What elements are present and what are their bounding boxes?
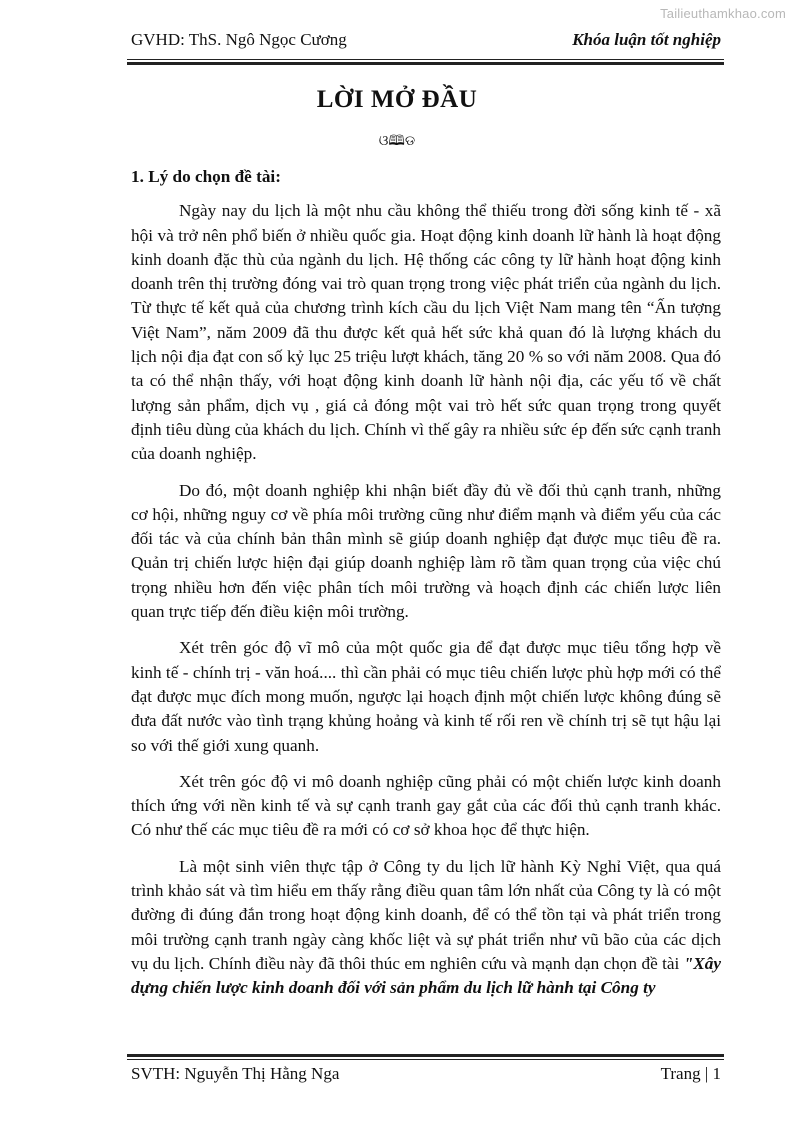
paragraph-last	[131, 855, 721, 1001]
watermark: Tailieuthamkhao.com	[660, 6, 786, 21]
header-advisor: GVHD: ThS. Ngô Ngọc Cương	[131, 30, 347, 49]
paragraph: Do đó, một doanh nghiệp khi nhận biết đầy đủ về đối thủ cạnh tranh, những cơ hội, những nguy cơ về phía môi trường cũng như điểm mạnh và điểm yếu của các đối tác và của chính bản thân mình sẽ giúp doanh nghiệp đạt được mục tiêu đề ra. Quản trị chiến lược hiện đại giúp doanh nghiệp làm rõ tầm quan trọng của việc chú trọng nhiều hơn đến việc phân tích môi trường và hoạch định các chiến lược liên quan trực tiếp đến điều kiện môi trường.	[131, 480, 721, 622]
main-content	[131, 165, 721, 1013]
footer-rule-thick	[127, 1054, 724, 1057]
paragraph: Xét trên góc độ vi mô doanh nghiệp cũng phải có một chiến lược kinh doanh thích ứng với nền kinh tế và sự cạnh tranh gay gắt của các đối thủ cạnh tranh khác. Có như thế các mục tiêu đề ra mới có cơ sở khoa học để thực hiện.	[131, 771, 721, 840]
page-footer	[131, 1064, 721, 1086]
page-header	[131, 30, 721, 52]
header-doc-type: Khóa luận tốt nghiệp	[572, 30, 721, 49]
section-heading: 1. Lý do chọn đề tài:	[131, 167, 281, 186]
thesis-title: "Xây dựng chiến lược kinh doanh đối với sản phẩm du lịch lữ hành tại Công ty	[131, 953, 721, 998]
book-ornament-icon: ଓ🕮ଡ	[378, 134, 416, 149]
page-title: LỜI MỞ ĐẦU	[316, 86, 478, 113]
footer-rule-thin	[127, 1059, 724, 1060]
page-number: Trang | 1	[660, 1064, 721, 1083]
paragraph: Ngày nay du lịch là một nhu cầu không thể thiếu trong đời sống kinh tế - xã hội và trở nên phổ biến ở nhiều quốc gia. Hoạt động kinh doanh lữ hành là hoạt động kinh doanh đặc thù của ngành du lịch. Hệ thống các công ty lữ hành hoạt động kinh doanh trên thị trường đóng vai trò quan trọng trong việc phát triển của ngành du lịch. Từ thực tế kết quả của chương trình kích cầu du lịch Việt Nam mang tên “Ấn tượng Việt Nam”, năm 2009 đã thu được kết quả hết sức khả quan đó là lượng khách du lịch nội địa đạt con số kỷ lục 25 triệu lượt khách, tăng 20 % so với năm 2008. Qua đó ta có thể nhận thấy, với hoạt động kinh doanh lữ hành nội địa, các yếu tố về chất lượng sản phẩm, dịch vụ , giá cả đóng một vai trò hết sức quan trọng trong quyết định tiêu dùng của khách du lịch. Chính vì thế gây ra nhiều sức ép đến sức cạnh tranh của doanh nghiệp.	[131, 201, 721, 464]
header-rule-thick	[127, 62, 724, 65]
header-rule-thin	[127, 59, 724, 60]
paragraph: Xét trên góc độ vĩ mô của một quốc gia để đạt được mục tiêu tổng hợp về kinh tế - chính trị - văn hoá.... thì cần phải có mục tiêu chiến lược phù hợp mới có thể đạt được mục đích mong muốn, ngược lại hoạch định một chiến lược không đúng sẽ đưa đất nước vào tình trạng khủng hoảng và kinh tế rối ren về chính trị sẽ tụt hậu lại so với thế giới xung quanh.	[131, 638, 721, 755]
footer-student: SVTH: Nguyễn Thị Hằng Nga	[131, 1064, 340, 1083]
paragraph-last-text: Là một sinh viên thực tập ở Công ty du lịch lữ hành Kỳ Nghỉ Việt, qua quá trình khảo sát và tìm hiểu em thấy rằng điều quan tâm lớn nhất của Công ty là có một đường đi đúng đắn trong hoạt động kinh doanh, để có thể tồn tại và phát triển trong môi trường cạnh tranh ngày càng khốc liệt và sự phát triển như vũ bão của các dịch vụ du lịch. Chính điều này đã thôi thúc em nghiên cứu và mạnh dạn chọn đề tài	[131, 856, 721, 973]
